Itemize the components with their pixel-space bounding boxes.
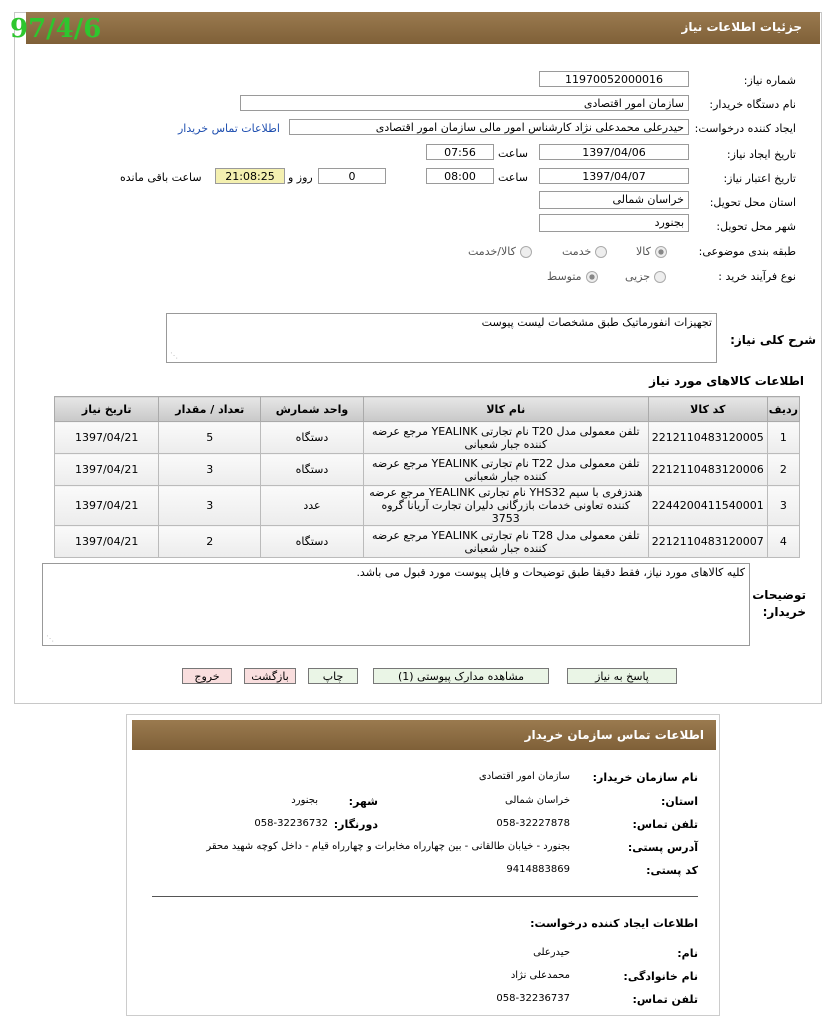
col-row: ردیف (767, 397, 799, 422)
buyer-contact-link[interactable]: اطلاعات تماس خریدار (178, 122, 280, 135)
description-label: شرح کلی نیاز: (730, 333, 816, 347)
contact-org-value: سازمان امور اقتصادی (478, 771, 570, 782)
category-option-goods[interactable]: کالا (636, 245, 667, 258)
cell-name: هندزفری با سیم YHS32 نام تجارتی YEALINK مرجع عرضه کننده تعاونی خدمات بازرگانی دلیران تجارت آریانا گروه 3753 (363, 486, 648, 526)
contact-postal-label: کد پستی: (646, 864, 698, 877)
buyer-notes-textarea (42, 563, 750, 646)
cell-code: 2212110483120006 (648, 454, 767, 486)
created-time-label: ساعت (498, 147, 528, 160)
created-time-field: 07:56 (426, 144, 494, 160)
radio-icon (595, 246, 607, 258)
back-button[interactable]: بازگشت (244, 668, 296, 684)
col-unit: واحد شمارش (261, 397, 364, 422)
buyer-org-label: نام دستگاه خریدار: (709, 98, 796, 111)
col-qty: تعداد / مقدار (159, 397, 261, 422)
contact-phone-value: 058-32227878 (496, 818, 570, 829)
cell-unit: عدد (261, 486, 364, 526)
cell-row: 3 (767, 486, 799, 526)
cell-name: تلفن معمولی مدل T20 نام تجارتی YEALINK مرجع عرضه کننده جبار شعبانی (363, 422, 648, 454)
creator-phone-value: 058-32236737 (496, 993, 570, 1004)
table-row (55, 422, 800, 454)
process-option-minor[interactable]: جزیی (625, 270, 666, 283)
cell-unit: دستگاه (261, 526, 364, 558)
table-row (55, 454, 800, 486)
cell-qty: 5 (159, 422, 261, 454)
page-header (26, 12, 820, 44)
category-label: طبقه بندی موضوعی: (698, 245, 796, 258)
cell-unit: دستگاه (261, 454, 364, 486)
requester-field: حیدرعلی محمدعلی نژاد کارشناس امور مالی سازمان امور اقتصادی (289, 119, 689, 135)
table-header-row (55, 397, 800, 422)
creator-last-name-value: محمدعلی نژاد (510, 970, 570, 981)
items-section-title: اطلاعات کالاهای مورد نیاز (649, 374, 804, 388)
cell-row: 4 (767, 526, 799, 558)
contact-card-title: اطلاعات تماس سازمان خریدار (524, 728, 704, 742)
contact-fax-value: 058-32236732 (254, 818, 328, 829)
cell-row: 2 (767, 454, 799, 486)
reply-button[interactable]: پاسخ به نیاز (567, 668, 677, 684)
city-label: شهر محل تحویل: (716, 220, 796, 233)
col-code: کد کالا (648, 397, 767, 422)
contact-fax-label: دورنگار: (333, 818, 378, 831)
resize-grip-icon: ⋰ (170, 351, 178, 360)
cell-code: 2212110483120007 (648, 526, 767, 558)
process-option-medium[interactable]: متوسط (547, 270, 598, 283)
contact-org-label: نام سازمان خریدار: (592, 771, 698, 784)
cell-code: 2244200411540001 (648, 486, 767, 526)
cell-date: 1397/04/21 (55, 526, 159, 558)
radio-selected-icon (655, 246, 667, 258)
table-row (55, 526, 800, 558)
remaining-time-field: 21:08:25 (215, 168, 285, 184)
print-button[interactable]: چاپ (308, 668, 358, 684)
description-text: تجهیزات انفورماتیک طبق مشخصات لیست پیوست (481, 316, 712, 329)
validity-date-field: 1397/04/07 (539, 168, 689, 184)
col-date: تاریخ نیاز (55, 397, 159, 422)
col-name: نام کالا (363, 397, 648, 422)
cell-date: 1397/04/21 (55, 486, 159, 526)
cell-row: 1 (767, 422, 799, 454)
validity-time-label: ساعت (498, 171, 528, 184)
items-table (54, 396, 800, 558)
need-number-field: 11970052000016 (539, 71, 689, 87)
radio-icon (520, 246, 532, 258)
view-documents-button[interactable]: مشاهده مدارک پیوستی (1) (373, 668, 549, 684)
creator-phone-label: تلفن تماس: (632, 993, 698, 1006)
city-field: بجنورد (539, 214, 689, 232)
contact-city-value: بجنورد (291, 795, 318, 806)
card-divider (152, 896, 698, 897)
contact-address-value: بجنورد - خیابان طالقانی - بین چهارراه مخابرات و چهارراه قیام - داخل کوچه شهید محقر (206, 841, 570, 852)
contact-address-label: آدرس پستی: (627, 841, 698, 854)
created-date-field: 1397/04/06 (539, 144, 689, 160)
validity-time-field: 08:00 (426, 168, 494, 184)
buyer-notes-text: کلیه کالاهای مورد نیاز، فقط دقیقا طبق توضیحات و فایل پیوست مورد قبول می باشد. (356, 566, 745, 579)
creator-last-name-label: نام خانوادگی: (623, 970, 698, 983)
requester-label: ایجاد کننده درخواست: (694, 122, 796, 135)
radio-selected-icon (586, 271, 598, 283)
province-label: استان محل تحویل: (709, 196, 796, 209)
radio-icon (654, 271, 666, 283)
cell-date: 1397/04/21 (55, 454, 159, 486)
days-and-label: روز و (288, 171, 313, 184)
cell-qty: 3 (159, 454, 261, 486)
buyer-notes-label-1: توضیحات (752, 588, 806, 602)
contact-phone-label: تلفن تماس: (632, 818, 698, 831)
cell-unit: دستگاه (261, 422, 364, 454)
contact-card-header (132, 720, 716, 750)
created-date-label: تاریخ ایجاد نیاز: (726, 148, 796, 161)
category-option-both[interactable]: کالا/خدمت (468, 245, 532, 258)
cell-date: 1397/04/21 (55, 422, 159, 454)
contact-province-value: خراسان شمالی (504, 795, 570, 806)
creator-first-name-value: حیدرعلی (533, 947, 570, 958)
date-stamp: 97/4/6 (10, 14, 102, 44)
creator-first-name-label: نام: (677, 947, 698, 960)
remaining-time-label: ساعت باقی مانده (120, 171, 202, 184)
contact-city-label: شهر: (348, 795, 378, 808)
cell-qty: 2 (159, 526, 261, 558)
validity-date-label: تاریخ اعتبار نیاز: (723, 172, 796, 185)
cell-qty: 3 (159, 486, 261, 526)
page-title: جزئیات اطلاعات نیاز (681, 20, 802, 34)
cell-name: تلفن معمولی مدل T22 نام تجارتی YEALINK مرجع عرضه کننده جبار شعبانی (363, 454, 648, 486)
days-remaining-field: 0 (318, 168, 386, 184)
table-row (55, 486, 800, 526)
category-option-service[interactable]: خدمت (562, 245, 607, 258)
buyer-org-field: سازمان امور اقتصادی (240, 95, 689, 111)
buyer-notes-label-2: خریدار: (762, 605, 806, 619)
description-textarea (166, 313, 717, 363)
contact-postal-value: 9414883869 (506, 864, 570, 875)
cell-name: تلفن معمولی مدل T28 نام تجارتی YEALINK مرجع عرضه کننده جبار شعبانی (363, 526, 648, 558)
exit-button[interactable]: خروج (182, 668, 232, 684)
cell-code: 2212110483120005 (648, 422, 767, 454)
creator-section-title: اطلاعات ایجاد کننده درخواست: (530, 917, 698, 930)
province-field: خراسان شمالی (539, 191, 689, 209)
contact-province-label: استان: (661, 795, 698, 808)
resize-grip-icon: ⋰ (46, 634, 54, 643)
process-label: نوع فرآیند خرید : (718, 270, 796, 283)
need-number-label: شماره نیاز: (743, 74, 796, 87)
